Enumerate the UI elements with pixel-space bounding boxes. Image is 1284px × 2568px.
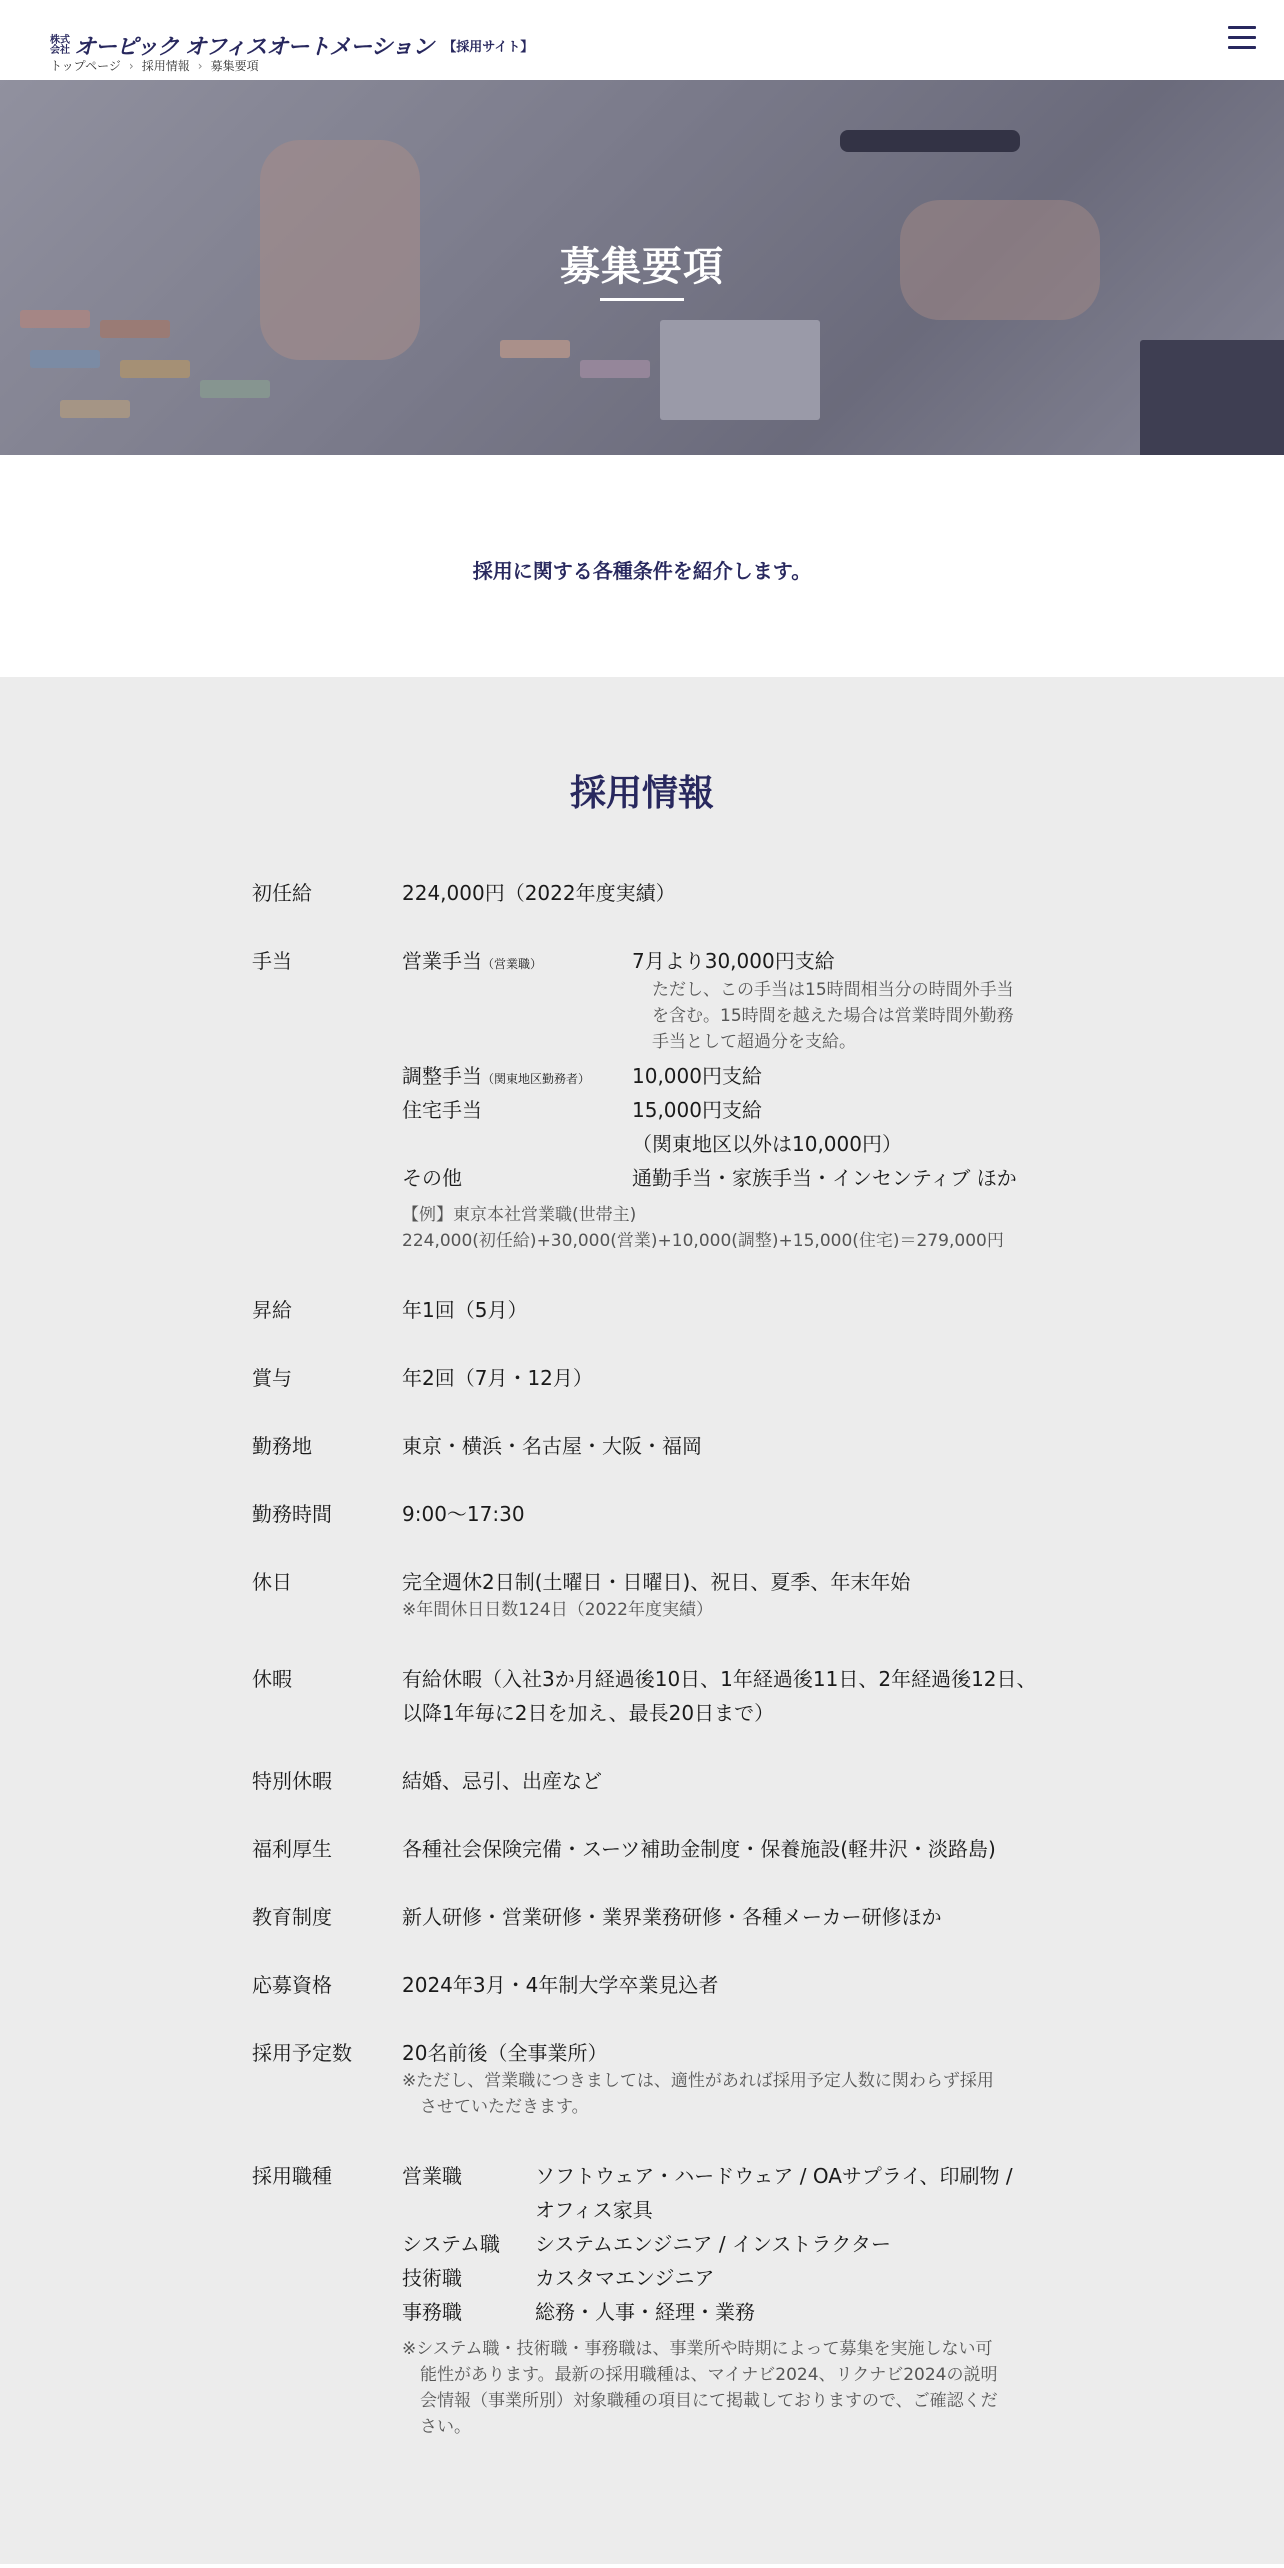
label-welfare: 福利厚生: [252, 1837, 332, 1861]
allowance-sales-detail-3: 手当として超過分を支給。: [652, 1032, 856, 1052]
value-holidays: 完全週休2日制(土曜日・日曜日)、祝日、夏季、年末年始: [402, 1570, 911, 1594]
label-holidays: 休日: [252, 1570, 292, 1594]
intro-text: 採用に関する各種条件を紹介します。: [472, 559, 812, 583]
label-leave: 休暇: [252, 1667, 292, 1691]
breadcrumb-top[interactable]: トップページ: [50, 59, 121, 73]
allowance-housing-value2: （関東地区以外は10,000円）: [632, 1132, 902, 1156]
allowance-other-name: その他: [402, 1166, 462, 1190]
value-leave-2: 以降1年毎に2日を加え、最長20日まで）: [402, 1701, 775, 1725]
allowance-housing-name: 住宅手当: [402, 1098, 482, 1122]
label-starting-salary: 初任給: [252, 881, 312, 905]
site-header: [0, 0, 1284, 80]
job-type-name: 営業職: [402, 2164, 462, 2188]
allowance-sales-detail-1: ただし、この手当は15時間相当分の時間外手当: [652, 980, 1014, 1000]
allowance-example-2: 224,000(初任給)+30,000(営業)+10,000(調整)+15,000(住宅)＝279,000円: [402, 1231, 1004, 1251]
value-bonus: 年2回（7月・12月）: [402, 1366, 593, 1390]
hiring-count-note-1: ※ただし、営業職につきましては、適性があれば採用予定人数に関わらず採用: [402, 2071, 994, 2091]
label-job-types: 採用職種: [252, 2164, 332, 2188]
job-type-desc: カスタマエンジニア: [535, 2266, 715, 2290]
job-types-note-1: ※システム職・技術職・事務職は、事業所や時期によって募集を実施しない可: [402, 2339, 993, 2359]
allowance-adjust-name: [402, 1060, 590, 1089]
holidays-note: ※年間休日日数124日（2022年度実績）: [402, 1600, 713, 1620]
value-starting-salary: 224,000円（2022年度実績）: [402, 881, 676, 905]
divider: [0, 2564, 1284, 2568]
allowance-sales-name: [402, 945, 542, 974]
job-types-note-2: 能性があります。最新の採用職種は、マイナビ2024、リクナビ2024の説明: [420, 2365, 998, 2385]
allowance-adjust-value: 10,000円支給: [632, 1064, 762, 1088]
label-location: 勤務地: [252, 1434, 312, 1458]
allowance-sales-note: （営業職）: [482, 957, 543, 971]
recruit-info-section: [0, 677, 1284, 2568]
label-bonus: 賞与: [252, 1366, 292, 1390]
job-type-name: 事務職: [402, 2300, 462, 2324]
value-special-leave: 結婚、忌引、出産など: [402, 1769, 602, 1793]
value-hours: 9:00〜17:30: [402, 1502, 525, 1526]
hamburger-menu-icon[interactable]: [1228, 26, 1258, 52]
value-location: 東京・横浜・名古屋・大阪・福岡: [402, 1434, 702, 1458]
section-title: 採用情報: [569, 773, 714, 814]
breadcrumb-current: 募集要項: [210, 59, 259, 73]
logo-site-label: 【採用サイト】: [443, 40, 534, 55]
title-underline: [600, 298, 684, 301]
hero-banner: [0, 80, 1284, 455]
allowance-example-1: 【例】東京本社営業職(世帯主): [402, 1205, 637, 1225]
logo-name: オーピック オフィスオートメーション: [74, 35, 434, 60]
value-raise: 年1回（5月）: [402, 1298, 528, 1322]
chevron-right-icon: ›: [128, 58, 134, 73]
allowance-adjust-label: 調整手当: [402, 1064, 482, 1088]
job-type-desc: 総務・人事・経理・業務: [535, 2300, 755, 2324]
value-welfare: 各種社会保険完備・スーツ補助金制度・保養施設(軽井沢・淡路島): [402, 1837, 996, 1861]
hiring-count-note-2: させていただきます。: [420, 2097, 589, 2117]
allowance-adjust-note: （関東地区勤務者）: [482, 1072, 591, 1086]
job-type-desc: ソフトウェア・ハードウェア / OAサプライ、印刷物 /: [535, 2164, 1013, 2188]
breadcrumb: [50, 57, 259, 74]
breadcrumb-recruit[interactable]: 採用情報: [141, 59, 190, 73]
job-type-name: システム職: [402, 2232, 500, 2256]
label-training: 教育制度: [252, 1905, 332, 1929]
label-hours: 勤務時間: [252, 1502, 332, 1526]
job-types-note-3: 会情報（事業所別）対象職種の項目にて掲載しておりますので、ご確認くだ: [420, 2391, 998, 2411]
page-title: 募集要項: [560, 244, 724, 290]
value-qualification: 2024年3月・4年制大学卒業見込者: [402, 1973, 719, 1997]
job-types-note-4: さい。: [420, 2417, 471, 2437]
value-leave: 有給休暇（入社3か月経過後10日、1年経過後11日、2年経過後12日、: [402, 1667, 1037, 1691]
allowance-housing-value: 15,000円支給: [632, 1098, 762, 1122]
chevron-right-icon: ›: [197, 58, 203, 73]
job-type-name: 技術職: [402, 2266, 462, 2290]
label-qualification: 応募資格: [252, 1973, 332, 1997]
allowance-sales-detail-2: を含む。15時間を越えた場合は営業時間外勤務: [652, 1006, 1014, 1026]
allowance-other-value: 通勤手当・家族手当・インセンティブ ほか: [632, 1166, 1017, 1190]
value-training: 新人研修・営業研修・業界業務研修・各種メーカー研修ほか: [402, 1905, 942, 1929]
logo-prefix: 株式会社: [50, 34, 70, 56]
allowance-sales-label: 営業手当: [402, 949, 482, 973]
allowance-sales-value: 7月より30,000円支給: [632, 949, 835, 973]
label-allowance: 手当: [252, 949, 292, 973]
label-hiring-count: 採用予定数: [252, 2041, 352, 2065]
intro-section: [0, 455, 1284, 677]
label-special-leave: 特別休暇: [252, 1769, 332, 1793]
job-type-desc: システムエンジニア / インストラクター: [535, 2232, 891, 2256]
label-raise: 昇給: [252, 1298, 292, 1322]
job-type-desc-2: オフィス家具: [535, 2198, 653, 2222]
value-hiring-count: 20名前後（全事業所）: [402, 2041, 608, 2065]
